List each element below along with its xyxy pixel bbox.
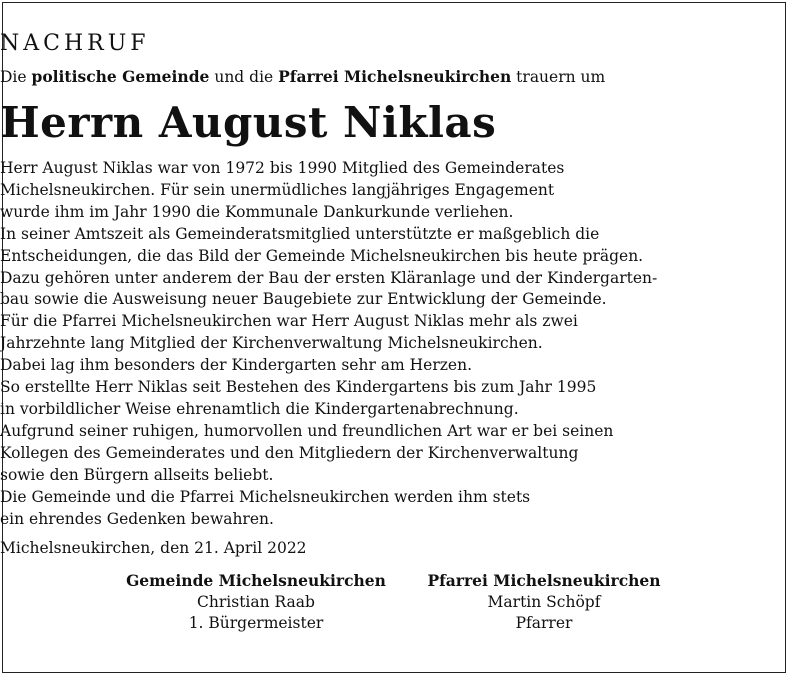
body-line: in vorbildlicher Weise ehrenamtlich die Kindergartenabrechnung. — [0, 399, 519, 418]
paragraph-parish — [0, 311, 790, 421]
body-line: bau sowie die Ausweisung neuer Baugebiete zur Entwicklung der Gemeinde. — [0, 290, 607, 309]
body-line: Jahrzehnte lang Mitglied der Kirchenverwaltung Michelsneukirchen. — [0, 334, 543, 353]
body-line: Kollegen des Gemeinderates und den Mitgliedern der Kirchenverwaltung — [0, 443, 579, 462]
signature-organization: Gemeinde Michelsneukirchen — [126, 571, 386, 590]
notice-heading: NACHRUF — [0, 31, 150, 56]
signature-person: Martin Schöpf — [487, 592, 601, 611]
body-line: ein ehrendes Gedenken bewahren. — [0, 509, 274, 528]
body-line: Für die Pfarrei Michelsneukirchen war Herr August Niklas mehr als zwei — [0, 312, 578, 331]
intro-org-2: Pfarrei Michelsneukirchen — [278, 67, 512, 86]
signature-parish — [394, 570, 694, 635]
paragraph-membership — [0, 158, 790, 224]
body-line: Dazu gehören unter anderem der Bau der ersten Kläranlage und der Kindergarten- — [0, 268, 658, 287]
paragraph-closing — [0, 487, 790, 531]
body-line: sowie den Bürgern allseits beliebt. — [0, 465, 274, 484]
place-date: Michelsneukirchen, den 21. April 2022 — [0, 539, 307, 557]
body-line: Entscheidungen, die das Bild der Gemeinde Michelsneukirchen bis heute prägen. — [0, 246, 644, 265]
body-line: Michelsneukirchen. Für sein unermüdliches langjähriges Engagement — [0, 180, 555, 199]
signature-person: Christian Raab — [197, 592, 315, 611]
paragraph-achievements — [0, 224, 790, 312]
body-line: Herr August Niklas war von 1972 bis 1990 Mitglied des Gemeinderates — [0, 159, 565, 177]
body-line: So erstellte Herr Niklas seit Bestehen des Kindergartens bis zum Jahr 1995 — [0, 378, 597, 397]
body-line: wurde ihm im Jahr 1990 die Kommunale Dankurkunde verliehen. — [0, 202, 514, 221]
intro-line — [0, 66, 790, 88]
paragraph-character — [0, 421, 790, 487]
deceased-name: Herrn August Niklas — [0, 98, 497, 147]
body-line: Aufgrund seiner ruhigen, humorvollen und freundlichen Art war er bei seinen — [0, 421, 614, 440]
signature-municipality — [106, 570, 406, 635]
intro-text-2: und die — [209, 68, 279, 86]
intro-org-1: politische Gemeinde — [31, 67, 210, 86]
notice-body — [0, 158, 790, 530]
signature-role: Pfarrer — [515, 614, 573, 632]
signature-organization: Pfarrei Michelsneukirchen — [427, 571, 661, 590]
signature-role: 1. Bürgermeister — [188, 614, 324, 632]
intro-text-3: trauern um — [511, 68, 606, 86]
intro-text-1: Die — [0, 68, 32, 86]
body-line: Dabei lag ihm besonders der Kindergarten sehr am Herzen. — [0, 356, 473, 375]
body-line: Die Gemeinde und die Pfarrei Michelsneukirchen werden ihm stets — [0, 487, 531, 506]
body-line: In seiner Amtszeit als Gemeinderatsmitglied unterstützte er maßgeblich die — [0, 224, 600, 243]
